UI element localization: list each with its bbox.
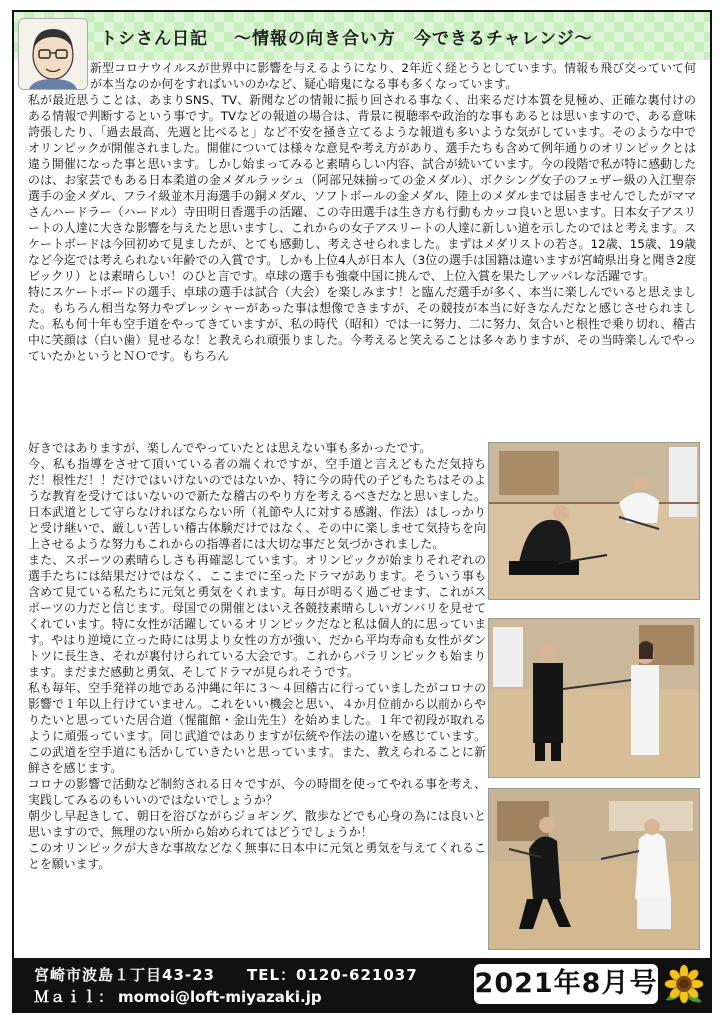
paragraph: 好きではありますが、楽しんでやっていたとは思えない事も多かったです。 bbox=[28, 441, 432, 455]
issue-date-badge: 2021年8月号 bbox=[474, 964, 658, 1004]
address: 宮崎市波島１丁目43-23 bbox=[34, 966, 215, 984]
dojo-photo-drawing-sword bbox=[488, 788, 700, 950]
paragraph: 私が最近思うことは、あまりSNS、TV、新聞などの情報に振り回される事なく、出来るだけ本質を見極め、正確な裏付けのある情報で判断するという事です。TVなどの報道の場合は、背景に視聴率や政治的な事もあるとは思いますので、ある意味誇張したり、「過去最高、先週と比べると」など不安を掻き立てるような報道も多いような気がしています。そのような中でオリンピックが開催されました。開催については様々な意見や考え方があり、選手たちも含めて例年通りのオリンピックとは違う開催になった事と思います。しかし始まってみると素晴らしい内容、試合が続いています。今の段階で私が特に感動したのは、お家芸でもある日本柔道の金メダルラッシュ（阿部兄妹揃っての金メダル）、ボクシング女子のフェザー級の入江聖奈選手の金メダル、フライ級並木月海選手の銅メダル、ソフトボールの金メダル、陸上のメダルまでは届きませんでしたがママさんハードラー（ハードル）寺田明日香選手の活躍、この寺田選手は生き方も行動もカッコ良いと思います。日本女子アスリートの人達に大きな影響を与えたと思いますし、これからの女子アスリートの人達に新しい道を示したのではと考えます。スケートボードは今回初めて見ましたが、とても感動し、考えさせられました。まずはメダリストの若さ。12歳、15歳、19歳など今迄では考えられない年齢での入賞です。しかも上位4人が日本人（3位の選手は国籍は違いますが宮崎県出身と聞き2度ビックリ）とは素晴らしい！のひと言です。卓球の選手も強豪中国に挑んで、上位入賞を果たしアッパレな活躍です。 bbox=[28, 93, 696, 283]
mail-label: Ｍａｉｌ： bbox=[34, 988, 115, 1006]
paragraph: 朝少し早起きして、朝日を浴びながらジョギング、散歩などでも心身の為には良いと思いますので、無理のない所から始められてはどうでしょうか！ bbox=[28, 809, 486, 839]
paragraph: 特にスケートボードの選手、卓球の選手は試合（大会）を楽しみます！と臨んだ選手が多く、本当に楽しんでいると思えました。もちろん相当な努力やプレッシャーがあった事は想像できますが、その競技が本当に好きなんだなと感じさせられました。私も何十年も空手道をやってきていますが、私の時代（昭和）では一に努力、二に努力、気合いと根性で乗り切れ、稽古中に笑顔は（白い歯）見せるな！と教えられ頑張りました。今考えると笑えることは多々ありますが、その当時楽しんでやっていたかというとＮＯです。もちろん bbox=[28, 285, 696, 363]
paragraph: このオリンピックが大きな事故などなく無事に日本中に元気と勇気を与えてくれることを願います。 bbox=[28, 841, 486, 871]
footer-contact-bar bbox=[14, 958, 710, 1011]
sunflower-icon bbox=[662, 964, 706, 1006]
column-subtitle: ～情報の向き合い方 今できるチャレンジ～ bbox=[234, 29, 593, 49]
paragraph: 新型コロナウイルスが世界中に影響を与えるようになり、2年近く経とうとしています。情報も飛び交っていて何が本当なのか何をすればいいのかなど、疑心暗鬼になる事も多くなっています。 bbox=[90, 61, 696, 91]
article-body-full bbox=[28, 60, 696, 442]
dojo-photo-standing bbox=[488, 618, 700, 778]
address-line bbox=[34, 964, 418, 985]
paragraph: コロナの影響で活動など制約される日々ですが、今の時間を使ってやれる事を考え、実践してみるのもいいのではないでしょうか？ bbox=[28, 777, 486, 807]
mail-line bbox=[34, 986, 322, 1007]
dojo-photo-kneeling bbox=[488, 442, 700, 600]
mail-address[interactable]: momoi@loft-miyazaki.jp bbox=[118, 988, 322, 1006]
tel-number[interactable]: 0120-621037 bbox=[296, 966, 418, 984]
tel-label: TEL： bbox=[246, 966, 297, 984]
paragraph: 今、私も指導をさせて頂いている者の端くれですが、空手道と言えどもただ気持ちだ！根性だ！！だけではいけないのではないか、特に今の時代の子どもたちはそのような教育を受けてはいないので新たな稽古のやり方を考えるべきだなと思いました。日本武道として守らなければならない所（礼節や人に対する感謝、作法）はしっかりと受け継いで、厳しい苦しい稽古体験だけではなく、その中に楽しませて気持ちを向上させるような努力もこれからの指導者には大切な事だと気づかされました。 bbox=[28, 457, 486, 551]
paragraph: 私も毎年、空手発祥の地である沖縄に年に３～４回稽古に行っていましたがコロナの影響で１年以上行けていません。これをいい機会と思い、４か月位前から以前からやりたいと思っていた居合道（惺龍館・金山先生）を始めました。１年で初段が取れるように頑張っています。同じ武道ではありますが伝統や作法の違いを感じています。この武道を空手道にも活かしていきたいと思っています。また、教えられることに新鮮さを感じます。 bbox=[28, 681, 486, 775]
page-title bbox=[100, 24, 700, 50]
column-title: トシさん日記 bbox=[100, 29, 208, 49]
article-body-column bbox=[28, 440, 486, 956]
paragraph: また、スポーツの素晴らしさも再確認しています。オリンピックが始まりそれぞれの選手たちには結果だけではなく、ここまでに至ったドラマがあります。そういう事も含めて見ている私たちに元気と勇気をくれます。毎日が明るく過ごせます、これがスポーツの力だと信じます。母国での開催とはいえ各競技素晴らしいガンバリを見せてくれています。特に女性が活躍しているオリンピックだなと私は個人的に思っています。やはり逆境に立った時には男より女性の方が強い、だから平均寿命も女性がダントツに長生き、それが裏付けられている大会です。これからパラリンピックも始まります。まだまだ感動と勇気、そしてドラマが見られそうです。 bbox=[28, 553, 486, 679]
